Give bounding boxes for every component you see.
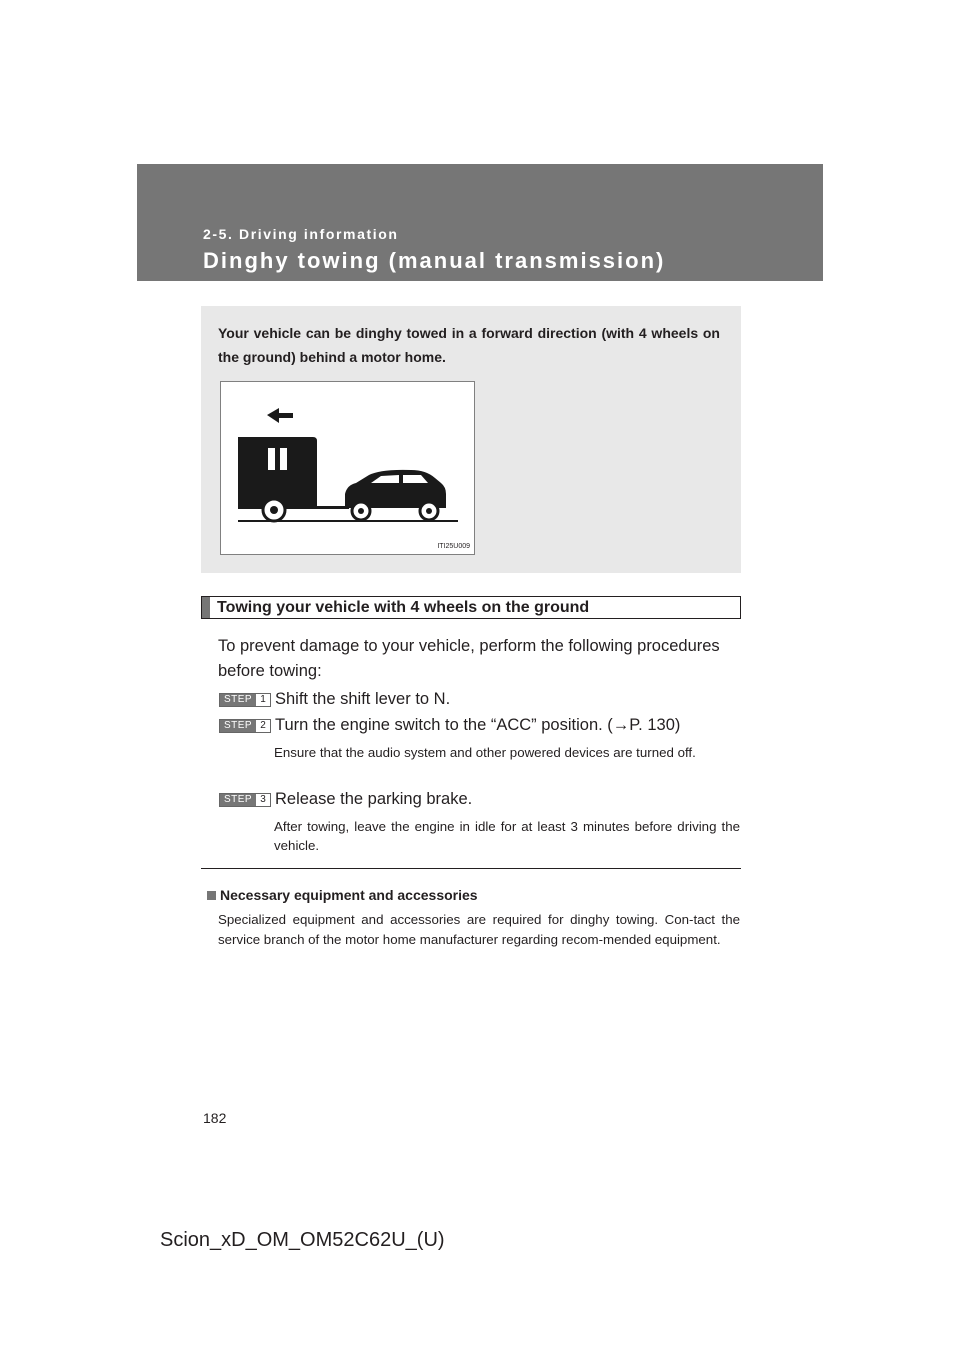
page-number: 182 (203, 1110, 227, 1126)
section-label: 2-5. Driving information (203, 226, 399, 242)
subsection-marker (202, 597, 210, 618)
step-3-note: After towing, leave the engine in idle for at least 3 minutes before driving the vehicle. (274, 819, 740, 853)
step-text: Turn the engine switch to the “ACC” position. (→P. 130) (275, 716, 681, 734)
note-text: Specialized equipment and accessories are required for dinghy towing. Con-tact the service branch of the motor home manufacturer regarding recom-mended equipment. (218, 912, 740, 947)
page-title: Dinghy towing (manual transmission) (203, 248, 666, 273)
step-badge: STEP 1 (219, 693, 271, 707)
step-2-note: Ensure that the audio system and other powered devices are turned off. (274, 745, 696, 760)
step-badge: STEP 2 (219, 719, 271, 733)
square-bullet-icon (207, 891, 216, 900)
note-title: Necessary equipment and accessories (220, 887, 478, 903)
subsection-heading (201, 596, 741, 619)
step-text: Release the parking brake. (275, 790, 473, 808)
figure-code: ITI25U009 (437, 543, 470, 550)
body-text: To prevent damage to your vehicle, perform the following procedures before towing: (218, 637, 720, 680)
motor-home-towing-car-icon (221, 382, 476, 556)
divider (201, 868, 741, 869)
document-footer: Scion_xD_OM_OM52C62U_(U) (160, 1229, 445, 1251)
towing-illustration (220, 381, 475, 555)
intro-text: Your vehicle can be dinghy towed in a forward direction (with 4 wheels on the ground) behind a motor home. (218, 325, 720, 365)
note-heading (207, 887, 478, 903)
step-badge: STEP 3 (219, 793, 271, 807)
subsection-title: Towing your vehicle with 4 wheels on the ground (217, 599, 590, 616)
step-text: Shift the shift lever to N. (275, 690, 451, 708)
